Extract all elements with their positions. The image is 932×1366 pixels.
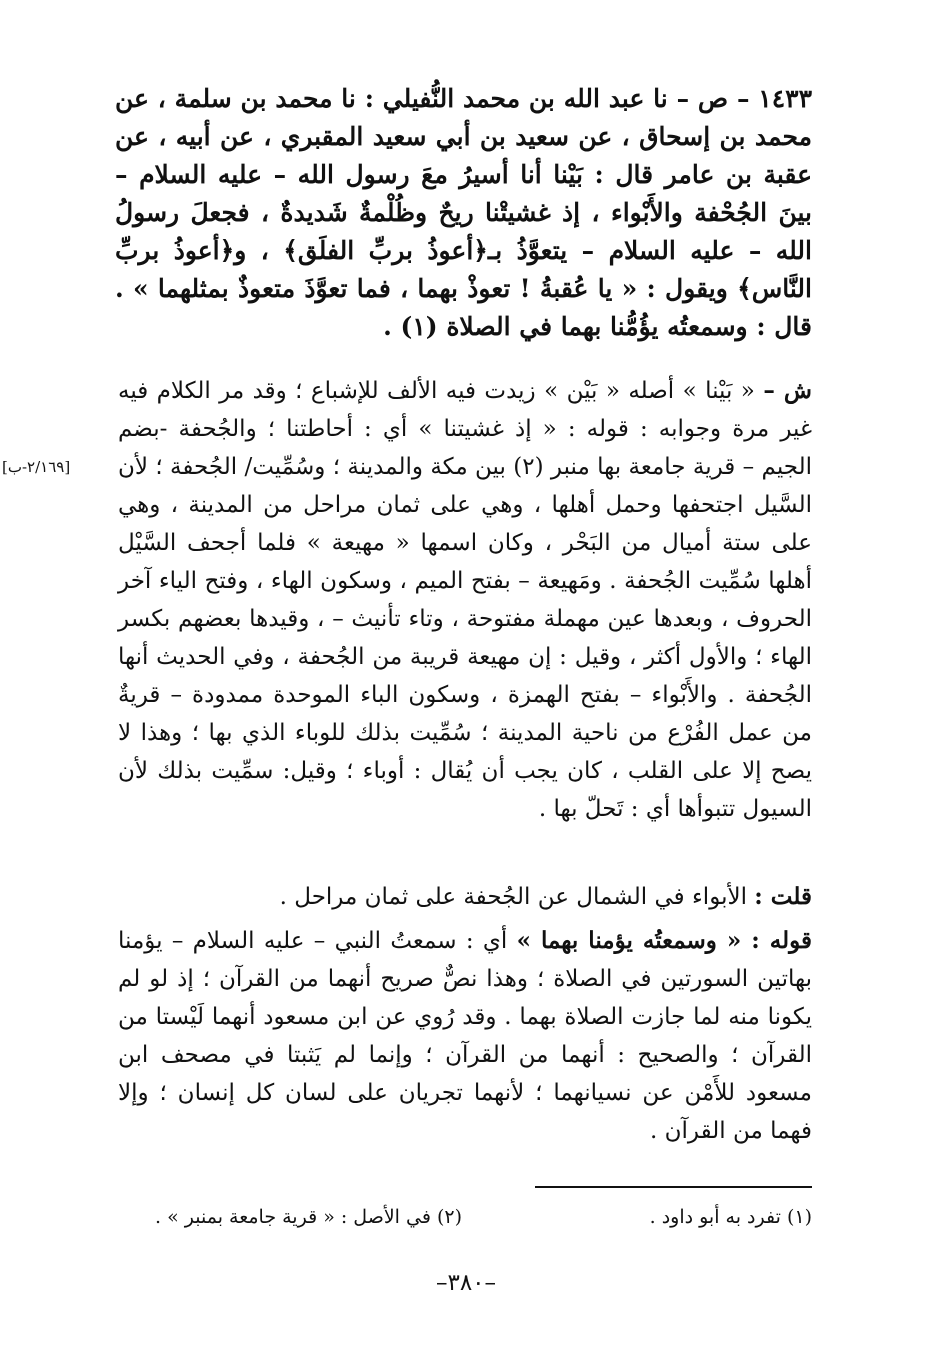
commentary-paragraph — [118, 372, 812, 828]
footnote-1: (١) تفرد به أبو داود . — [649, 1206, 812, 1228]
footnote-separator — [535, 1186, 812, 1188]
qult-paragraph — [118, 878, 812, 916]
qawluh-paragraph — [118, 922, 812, 1150]
qult-lead: قلت : — [754, 883, 812, 910]
page-number: –٣٨٠– — [435, 1270, 497, 1296]
qawluh-lead: قوله : « وسمعتُه يؤمنا بهما » — [516, 927, 812, 954]
manuscript-folio-reference: [٢/١٦٩-ب] — [2, 458, 71, 476]
hadith-text: ١٤٣٣ – ص – نا عبد الله بن محمد النُّفيلي : نا محمد بن سلمة ، عن محمد بن إسحاق ، عن سعيد بن أبي سعيد المقبري ، عن أبيه ، عن عقبة بن عامر قال : بَيْنا أنا أسيرُ معَ رسول الله – عليه السلام – بينَ الجُحْفة والأَبْواء ، إذ غشيتْنا ريحٌ وظُلْمةٌ شَديدةٌ ، فجعلَ رسولُ الله – عليه السلام – يتعوَّذُ بـ﴿أعوذُ بربِّ الفلَق﴾ ، و﴿أعوذُ بربِّ النَّاس﴾ ويقول : « يا عُقبةُ ! تعوذْ بهما ، فما تعوَّذَ متعوذٌ بمثلهما » . قال : وسمعتُه يؤُمُّنا بهما في الصلاة (١) . — [115, 84, 812, 341]
footnote-2: (٢) في الأصل : « قرية جامعة بمنبر » . — [155, 1206, 462, 1228]
commentary-text: « بَيْنا » أصله « بَيْن » زيدت فيه الألف للإشباع ؛ وقد مر الكلام فيه غير مرة وجوابه : قوله : « إذ غشيتنا » أي : أحاطتنا ؛ والجُحفة -بضم الجيم – قرية جامعة بها منبر (٢) بين مكة والمدينة ؛ وسُمِّيت/ الجُحفة ؛ لأن السَّيل اجتحفها وحمل أهلها ، وهي على ثمان مراحل من المدينة ، وهي على ستة أميال من البَحْر ، وكان اسمها « مهيعة » فلما أجحف السَّيْل أهلها سُمِّيت الجُحفة . ومَهيعة – بفتح الميم ، وسكون الهاء ، وفتح الياء آخر الحروف ، وبعدها عين مهملة مفتوحة ، وتاء تأنيث – ، وقيدها بعضهم بكسر الهاء ؛ والأول أكثر ، وقيل : إن مهيعة قريبة من الجُحفة ، وفي الحديث أنها الجُحفة . والأَبْواء – بفتح الهمزة ، وسكون الباء الموحدة ممدودة – قريةٌ من عمل الفُرْع من ناحية المدينة ؛ سُمِّيت بذلك للوباء الذي بها ؛ وهذا لا يصح إلا على القلب ، كان يجب أن يُقال : أوباء ؛ وقيل: سمِّيت بذلك لأن السيول تتبوأها أي : تَحلّ بها . — [118, 378, 813, 822]
qult-text: الأبواء في الشمال عن الجُحفة على ثمان مراحل . — [279, 884, 755, 910]
qawluh-text: أي : سمعتُ النبي – عليه السلام – يؤمنا بهاتين السورتين في الصلاة ؛ وهذا نصٌّ صريح أنهما من القرآن ؛ إذ لو لم يكونا منه لما جازت الصلاة بهما . وقد رُوي عن ابن مسعود أنهما لَيْستا من القرآن ؛ والصحيح : أنهما من القرآن ؛ وإنما لم يَثبتا في مصحف ابن مسعود للأَمْن عن نسيانهما ؛ لأنهما تجريان على لسان كل إنسان ؛ وإلا فهما من القرآن . — [118, 928, 812, 1144]
commentary-lead: ش – — [763, 377, 813, 404]
hadith-paragraph — [115, 80, 812, 346]
